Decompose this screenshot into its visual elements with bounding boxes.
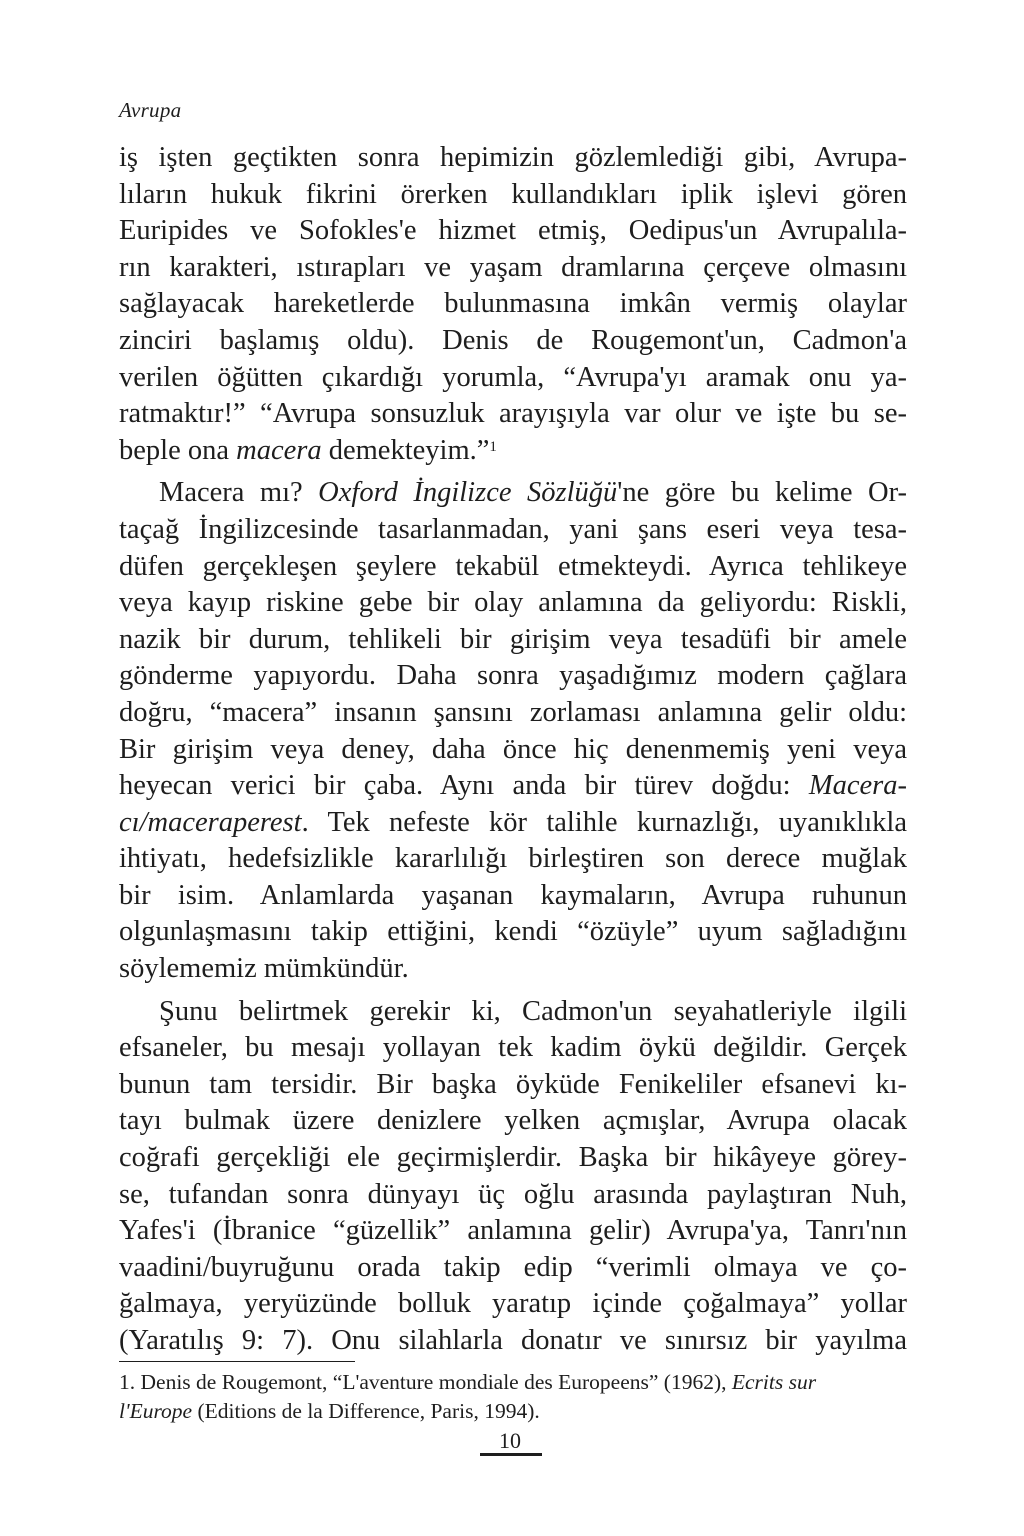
text-run: 1. Denis de Rougemont, “L'aventure mondiale des Europeens” (1962), [119,1370,732,1394]
footnote-divider [119,1361,355,1362]
italic-title: Ecrits sur [731,1370,817,1394]
text-line: taçağ İngilizcesinde tasarlanmadan, yani şans eseri veya tesa- [119,513,907,545]
text-line: düfen gerçekleşen şeylere tekabül etmekteydi. Ayrıca tehlikeye [119,550,907,582]
text-line: söylememiz mümkündür. [119,953,409,985]
text-line: ihtiyatı, hedefsizlikle kararlılığı birleştiren son derece muğlak [119,843,907,875]
footnote-line [119,1368,909,1397]
text-line: Yafes'i (İbranice “güzellik” anlamına gelir) Avrupa'ya, Tanrı'nın [119,1215,907,1247]
text-line: efsaneler, bu mesajı yollayan tek kadim öykü değildir. Gerçek [119,1032,907,1064]
text-line [119,433,907,470]
text-line: sağlayacak hareketlerde bulunmasına imkân vermiş olaylar [119,288,907,320]
text-line: nazik bir durum, tehlikeli bir girişim veya tesadüfi bir amele [119,623,907,655]
text-line: (Yaratılış 9: 7). Onu silahlarla donatır ve sınırsız bir yayılma [119,1325,907,1356]
italic-title: Oxford İngilizce Sözlüğü [318,477,618,509]
text-run: . Tek nefeste kör talihle kurnazlığı, uyanıklıkla [301,806,907,838]
text-line: Bir girişim veya deney, daha önce hiç denenmemiş yeni veya [119,733,907,765]
text-line: olgunlaşmasını takip ettiğini, kendi “özüyle” uyum sağladığını [119,916,907,948]
paragraph-1 [119,140,907,469]
text-line: doğru, “macera” insanın şansını zorlaması anlamına gelir oldu: [119,696,907,728]
footnote-marker: 1 [489,438,497,455]
text-line [119,768,907,805]
text-line: bir isim. Anlamlarda yaşanan kaymaların, Avrupa ruhunun [119,879,907,911]
paragraph-2 [119,475,907,987]
italic-term: macera [236,434,322,466]
text-line: iş işten geçtikten sonra hepimizin gözlemlediği gibi, Avrupa- [119,142,907,173]
text-run: Macera mı? [159,477,319,509]
text-line: tayı bulmak üzere denizlere yelken açmışlar, Avrupa olacak [119,1105,907,1137]
text-line: Şunu belirtmek gerekir ki, Cadmon'un seyahatleriyle ilgili [159,995,907,1027]
page-number: 10 [499,1428,521,1453]
text-run: demekteyim.” [321,434,490,466]
italic-title: l'Europe [119,1399,193,1423]
running-head: Avrupa [119,98,182,122]
text-line: ratmaktır!” “Avrupa sonsuzluk arayışıyla var olur ve işte bu se- [119,398,907,430]
text-line: rın karakteri, ıstırapları ve yaşam dramlarına çerçeve olmasını [119,251,907,283]
italic-term: cı/maceraperest [119,806,302,838]
text-line: verilen öğütten çıkardığı yorumla, “Avrupa'yı aramak onu ya- [119,361,907,393]
text-line: zinciri başlamış oldu). Denis de Rougemont'un, Cadmon'a [119,324,907,356]
text-line [119,805,907,842]
text-line: ğalmaya, yeryüzünde bolluk yaratıp içinde çoğalmaya” yollar [119,1288,907,1320]
text-line: lıların hukuk fikrini örerken kullandıkları iplik işlevi gören [119,178,907,210]
text-line: coğrafi gerçekliği ele geçirmişlerdir. Başka bir hikâyeye görey- [119,1142,907,1174]
text-run: beple ona [119,434,237,466]
text-line [119,475,907,512]
paragraph-3 [119,994,907,1360]
page-number-underline [480,1453,542,1456]
text-line: se, tufandan sonra dünyayı üç oğlu arasında paylaştıran Nuh, [119,1178,907,1210]
text-line: bunun tam tersidir. Bir başka öyküde Fenikeliler efsanevi kı- [119,1068,907,1100]
text-run: heyecan verici bir çaba. Aynı anda bir türev doğdu: [119,770,809,802]
text-run: (Editions de la Difference, Paris, 1994). [192,1399,540,1423]
footnote-line [119,1397,909,1426]
text-run: 'ne göre bu kelime Or- [617,477,907,509]
text-line: vaadini/buyruğunu orada takip edip “verimli olmaya ve ço- [119,1251,907,1283]
text-line: gönderme yapıyordu. Daha sonra yaşadığımız modern çağlara [119,660,907,692]
italic-term: Macera- [808,770,907,802]
text-line: Euripides ve Sofokles'e hizmet etmiş, Oedipus'un Avrupalıla- [119,215,907,247]
body-text [119,140,907,1360]
text-line: veya kayıp riskine gebe bir olay anlamına da geliyordu: Riskli, [119,587,907,619]
footnote [119,1368,909,1426]
